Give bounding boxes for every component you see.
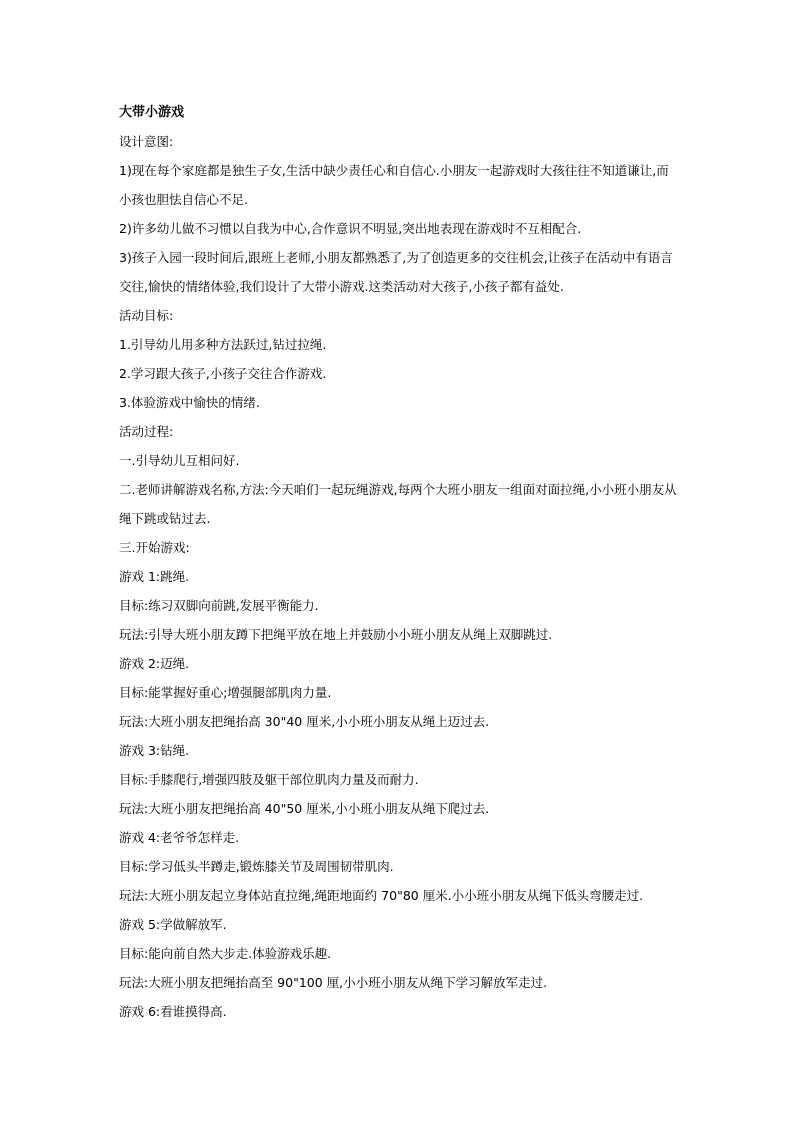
- document-body: [119, 98, 679, 1026]
- game-goal: 目标:学习低头半蹲走,锻炼膝关节及周围韧带肌肉.: [119, 859, 394, 874]
- process-step: 三.开始游戏:: [119, 540, 190, 555]
- goals-heading: 活动目标:: [119, 308, 174, 323]
- game-name: 游戏 4:老爷爷怎样走.: [119, 830, 240, 845]
- game-goal: 目标:能向前自然大步走.体验游戏乐趣.: [119, 946, 332, 961]
- goal-item: 3.体验游戏中愉快的情绪.: [119, 395, 260, 410]
- game-name: 游戏 3:钻绳.: [119, 743, 190, 758]
- game-play: 玩法:引导大班小朋友蹲下把绳平放在地上并鼓励小小班小朋友从绳上双脚跳过.: [119, 627, 553, 642]
- game-name: 游戏 5:学做解放军.: [119, 917, 227, 932]
- game-goal: 目标:练习双脚向前跳,发展平衡能力.: [119, 598, 319, 613]
- process-step: 一.引导幼儿互相问好.: [119, 453, 240, 468]
- game-play: 玩法:大班小朋友把绳抬高至 90"100 厘,小小班小朋友从绳下学习解放军走过.: [119, 975, 548, 990]
- goal-item: 2.学习跟大孩子,小孩子交往合作游戏.: [119, 366, 327, 381]
- game-name: 游戏 1:跳绳.: [119, 569, 190, 584]
- document-title: 大带小游戏: [119, 105, 185, 120]
- goal-item: 1.引导幼儿用多种方法跃过,钻过拉绳.: [119, 337, 327, 352]
- game-play: 玩法:大班小朋友把绳抬高 30"40 厘米,小小班小朋友从绳上迈过去.: [119, 714, 490, 729]
- game-play: 玩法:大班小朋友把绳抬高 40"50 厘米,小小班小朋友从绳下爬过去.: [119, 801, 490, 816]
- design-intent-item: 1)现在每个家庭都是独生子女,生活中缺少责任心和自信心.小朋友一起游戏时大孩往往不知道谦让,而小孩也胆怯自信心不足.: [119, 163, 669, 207]
- game-goal: 目标:手膝爬行,增强四肢及躯干部位肌肉力量及而耐力.: [119, 772, 419, 787]
- process-step: 二.老师讲解游戏名称,方法:今天咱们一起玩绳游戏,每两个大班小朋友一组面对面拉绳,小小班小朋友从绳下跳或钻过去.: [119, 482, 677, 526]
- design-intent-item: 2)许多幼儿做不习惯以自我为中心,合作意识不明显,突出地表现在游戏时不互相配合.: [119, 221, 582, 236]
- game-goal: 目标:能掌握好重心;增强腿部肌肉力量.: [119, 685, 332, 700]
- game-play: 玩法:大班小朋友起立身体站直拉绳,绳距地面约 70"80 厘米.小小班小朋友从绳下低头弯腰走过.: [119, 888, 644, 903]
- game-name: 游戏 2:迈绳.: [119, 656, 190, 671]
- game-name: 游戏 6:看谁摸得高.: [119, 1004, 227, 1019]
- design-intent-item: 3)孩子入园一段时间后,跟班上老师,小朋友都熟悉了,为了创造更多的交往机会,让孩子在活动中有语言交往,愉快的情绪体验,我们设计了大带小游戏.这类活动对大孩子,小孩子都有益处.: [119, 250, 673, 294]
- process-heading: 活动过程:: [119, 424, 174, 439]
- design-intent-heading: 设计意图:: [119, 134, 174, 149]
